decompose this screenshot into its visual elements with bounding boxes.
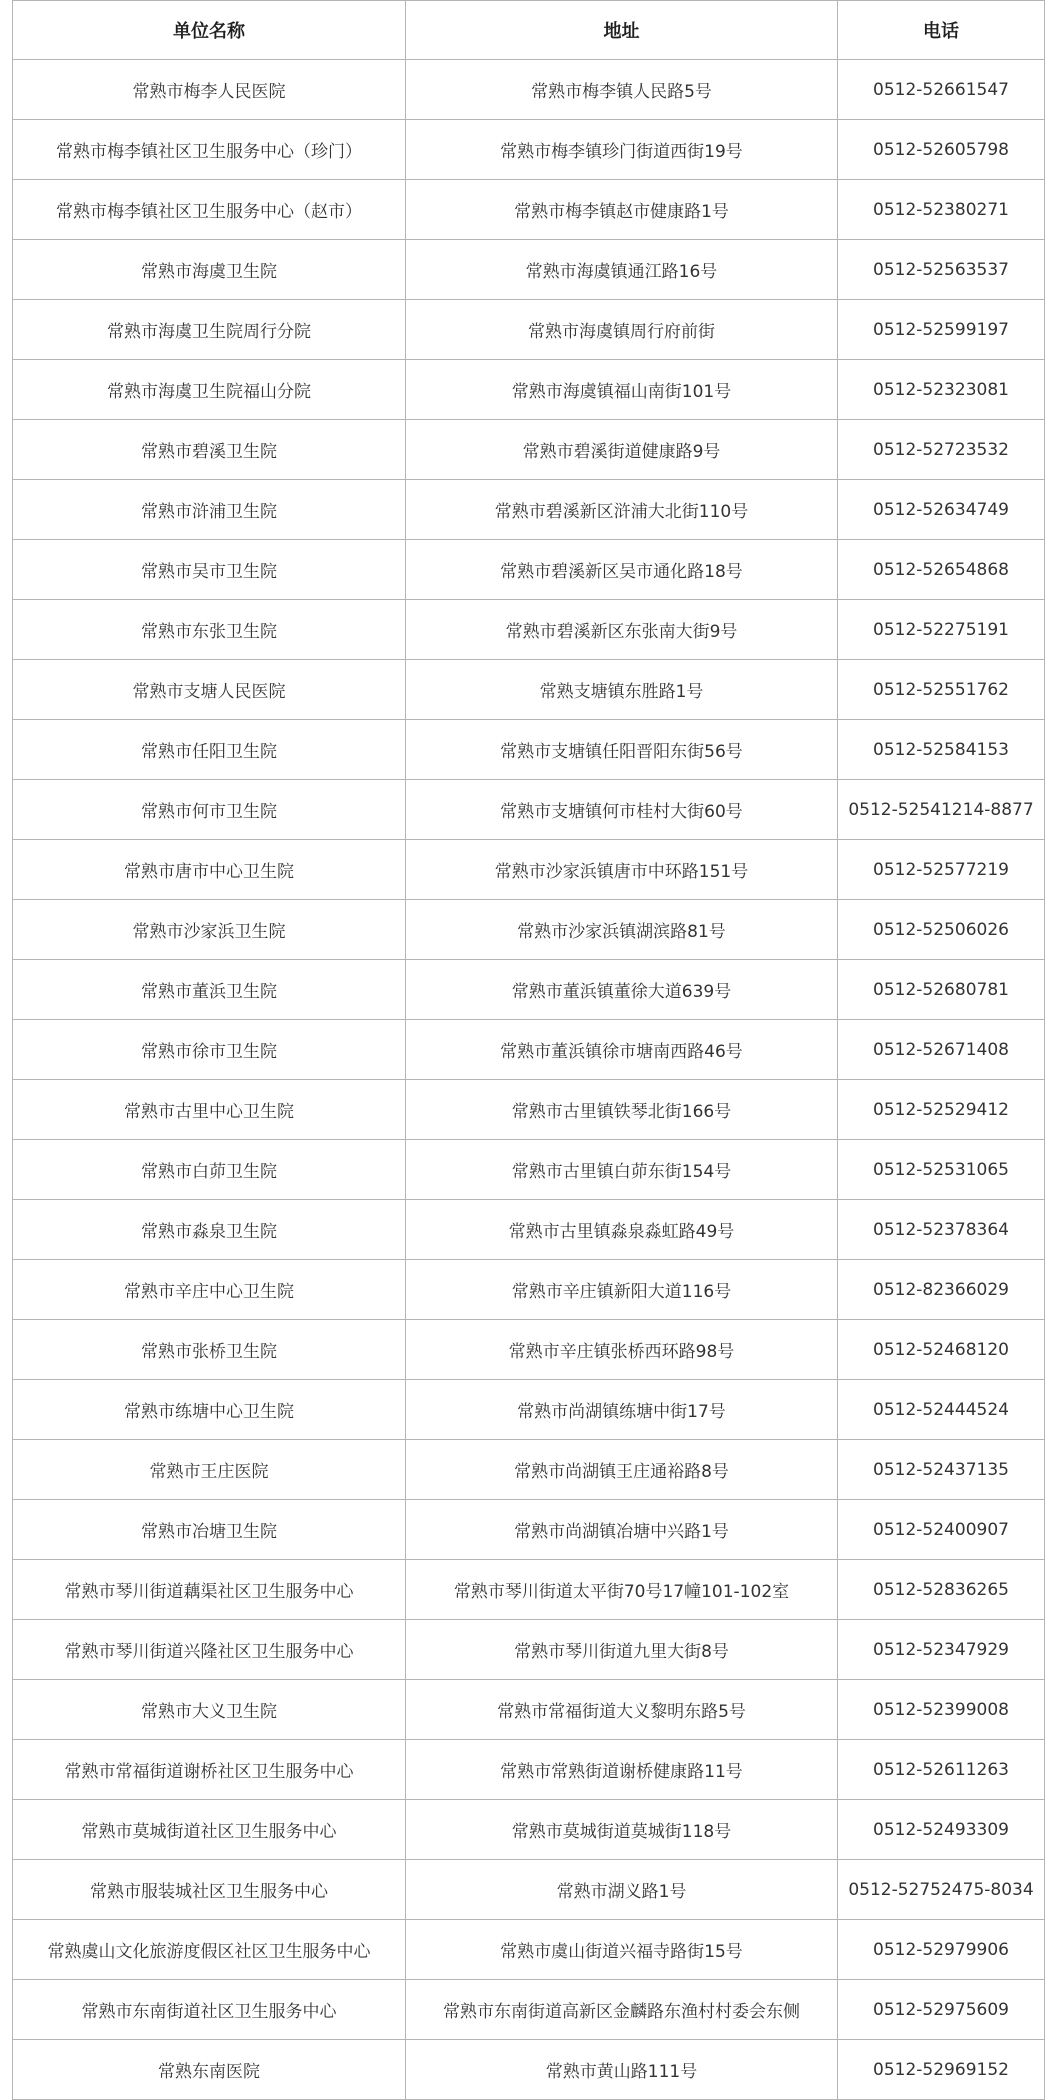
cell-institution-name: 常熟市徐市卫生院 — [13, 1020, 406, 1080]
cell-address: 常熟市海虞镇福山南街101号 — [406, 360, 838, 420]
cell-phone: 0512-52378364 — [838, 1200, 1045, 1260]
table-row — [13, 420, 1045, 480]
column-header-name: 单位名称 — [13, 1, 406, 60]
cell-address: 常熟市湖义路1号 — [406, 1860, 838, 1920]
table-header — [13, 1, 1045, 60]
cell-phone: 0512-52634749 — [838, 480, 1045, 540]
cell-institution-name: 常熟市任阳卫生院 — [13, 720, 406, 780]
cell-institution-name: 常熟东南医院 — [13, 2040, 406, 2100]
cell-address: 常熟市常熟街道谢桥健康路11号 — [406, 1740, 838, 1800]
cell-phone: 0512-52605798 — [838, 120, 1045, 180]
cell-phone: 0512-52584153 — [838, 720, 1045, 780]
cell-address: 常熟市碧溪新区吴市通化路18号 — [406, 540, 838, 600]
cell-phone: 0512-52347929 — [838, 1620, 1045, 1680]
cell-address: 常熟市碧溪新区浒浦大北街110号 — [406, 480, 838, 540]
cell-phone: 0512-52671408 — [838, 1020, 1045, 1080]
cell-phone: 0512-52611263 — [838, 1740, 1045, 1800]
cell-address: 常熟市沙家浜镇湖滨路81号 — [406, 900, 838, 960]
table-row — [13, 1740, 1045, 1800]
table-row — [13, 1320, 1045, 1380]
cell-phone: 0512-52599197 — [838, 300, 1045, 360]
table-row — [13, 480, 1045, 540]
cell-address: 常熟市支塘镇何市桂村大街60号 — [406, 780, 838, 840]
cell-institution-name: 常熟市梅李人民医院 — [13, 60, 406, 120]
table-row — [13, 720, 1045, 780]
cell-address: 常熟市莫城街道莫城街118号 — [406, 1800, 838, 1860]
cell-phone: 0512-52836265 — [838, 1560, 1045, 1620]
table-row — [13, 60, 1045, 120]
cell-phone: 0512-52654868 — [838, 540, 1045, 600]
table-row — [13, 1620, 1045, 1680]
cell-address: 常熟市海虞镇通江路16号 — [406, 240, 838, 300]
cell-address: 常熟市琴川街道九里大街8号 — [406, 1620, 838, 1680]
cell-institution-name: 常熟市碧溪卫生院 — [13, 420, 406, 480]
cell-address: 常熟市董浜镇董徐大道639号 — [406, 960, 838, 1020]
column-header-address: 地址 — [406, 1, 838, 60]
cell-address: 常熟市支塘镇任阳晋阳东街56号 — [406, 720, 838, 780]
cell-phone: 0512-52979906 — [838, 1920, 1045, 1980]
cell-institution-name: 常熟市东张卫生院 — [13, 600, 406, 660]
cell-address: 常熟市梅李镇赵市健康路1号 — [406, 180, 838, 240]
table-row — [13, 1200, 1045, 1260]
cell-address: 常熟市海虞镇周行府前街 — [406, 300, 838, 360]
cell-address: 常熟市尚湖镇冶塘中兴路1号 — [406, 1500, 838, 1560]
cell-phone: 0512-52437135 — [838, 1440, 1045, 1500]
table-row — [13, 1260, 1045, 1320]
table-row — [13, 1020, 1045, 1080]
cell-address: 常熟市尚湖镇练塘中街17号 — [406, 1380, 838, 1440]
cell-phone: 0512-52400907 — [838, 1500, 1045, 1560]
table-row — [13, 1080, 1045, 1140]
cell-institution-name: 常熟虞山文化旅游度假区社区卫生服务中心 — [13, 1920, 406, 1980]
cell-institution-name: 常熟市莫城街道社区卫生服务中心 — [13, 1800, 406, 1860]
cell-institution-name: 常熟市梅李镇社区卫生服务中心（珍门） — [13, 120, 406, 180]
cell-institution-name: 常熟市练塘中心卫生院 — [13, 1380, 406, 1440]
table-row — [13, 1380, 1045, 1440]
cell-address: 常熟市梅李镇人民路5号 — [406, 60, 838, 120]
cell-address: 常熟市虞山街道兴福寺路街15号 — [406, 1920, 838, 1980]
table-row — [13, 600, 1045, 660]
cell-institution-name: 常熟市常福街道谢桥社区卫生服务中心 — [13, 1740, 406, 1800]
cell-institution-name: 常熟市支塘人民医院 — [13, 660, 406, 720]
cell-phone: 0512-52551762 — [838, 660, 1045, 720]
table-row — [13, 300, 1045, 360]
cell-phone: 0512-52723532 — [838, 420, 1045, 480]
cell-institution-name: 常熟市琴川街道藕渠社区卫生服务中心 — [13, 1560, 406, 1620]
table-row — [13, 120, 1045, 180]
cell-phone: 0512-52541214-8877 — [838, 780, 1045, 840]
table-row — [13, 1440, 1045, 1500]
cell-address: 常熟市辛庄镇新阳大道116号 — [406, 1260, 838, 1320]
cell-institution-name: 常熟市大义卫生院 — [13, 1680, 406, 1740]
cell-institution-name: 常熟市淼泉卫生院 — [13, 1200, 406, 1260]
cell-phone: 0512-52969152 — [838, 2040, 1045, 2100]
cell-phone: 0512-52975609 — [838, 1980, 1045, 2040]
cell-phone: 0512-52563537 — [838, 240, 1045, 300]
table-body — [13, 60, 1045, 2100]
table-row — [13, 1560, 1045, 1620]
cell-phone: 0512-52752475-8034 — [838, 1860, 1045, 1920]
cell-institution-name: 常熟市浒浦卫生院 — [13, 480, 406, 540]
table-row — [13, 660, 1045, 720]
cell-address: 常熟市常福街道大义黎明东路5号 — [406, 1680, 838, 1740]
cell-phone: 0512-52506026 — [838, 900, 1045, 960]
cell-institution-name: 常熟市何市卫生院 — [13, 780, 406, 840]
table-row — [13, 960, 1045, 1020]
table-row — [13, 360, 1045, 420]
cell-institution-name: 常熟市白茆卫生院 — [13, 1140, 406, 1200]
institution-directory-table — [12, 0, 1045, 2100]
cell-address: 常熟市辛庄镇张桥西环路98号 — [406, 1320, 838, 1380]
table-row — [13, 840, 1045, 900]
table-row — [13, 1860, 1045, 1920]
table-row — [13, 180, 1045, 240]
cell-institution-name: 常熟市服装城社区卫生服务中心 — [13, 1860, 406, 1920]
cell-phone: 0512-82366029 — [838, 1260, 1045, 1320]
header-row — [13, 1, 1045, 60]
cell-address: 常熟支塘镇东胜路1号 — [406, 660, 838, 720]
cell-address: 常熟市古里镇铁琴北街166号 — [406, 1080, 838, 1140]
table-row — [13, 900, 1045, 960]
cell-address: 常熟市尚湖镇王庄通裕路8号 — [406, 1440, 838, 1500]
cell-institution-name: 常熟市董浜卫生院 — [13, 960, 406, 1020]
table-row — [13, 1500, 1045, 1560]
cell-address: 常熟市东南街道高新区金麟路东渔村村委会东侧 — [406, 1980, 838, 2040]
cell-phone: 0512-52531065 — [838, 1140, 1045, 1200]
cell-institution-name: 常熟市古里中心卫生院 — [13, 1080, 406, 1140]
cell-address: 常熟市黄山路111号 — [406, 2040, 838, 2100]
cell-phone: 0512-52577219 — [838, 840, 1045, 900]
cell-address: 常熟市琴川街道太平街70号17幢101-102室 — [406, 1560, 838, 1620]
cell-phone: 0512-52661547 — [838, 60, 1045, 120]
cell-institution-name: 常熟市琴川街道兴隆社区卫生服务中心 — [13, 1620, 406, 1680]
cell-address: 常熟市梅李镇珍门街道西街19号 — [406, 120, 838, 180]
cell-address: 常熟市古里镇白茆东街154号 — [406, 1140, 838, 1200]
cell-phone: 0512-52529412 — [838, 1080, 1045, 1140]
cell-phone: 0512-52380271 — [838, 180, 1045, 240]
table-row — [13, 1920, 1045, 1980]
cell-address: 常熟市董浜镇徐市塘南西路46号 — [406, 1020, 838, 1080]
cell-institution-name: 常熟市海虞卫生院周行分院 — [13, 300, 406, 360]
cell-phone: 0512-52323081 — [838, 360, 1045, 420]
table-row — [13, 1140, 1045, 1200]
cell-address: 常熟市沙家浜镇唐市中环路151号 — [406, 840, 838, 900]
cell-institution-name: 常熟市冶塘卫生院 — [13, 1500, 406, 1560]
cell-institution-name: 常熟市海虞卫生院 — [13, 240, 406, 300]
table-row — [13, 1800, 1045, 1860]
cell-address: 常熟市古里镇淼泉淼虹路49号 — [406, 1200, 838, 1260]
cell-phone: 0512-52493309 — [838, 1800, 1045, 1860]
cell-address: 常熟市碧溪新区东张南大街9号 — [406, 600, 838, 660]
table-row — [13, 1980, 1045, 2040]
cell-institution-name: 常熟市辛庄中心卫生院 — [13, 1260, 406, 1320]
table-row — [13, 780, 1045, 840]
table-row — [13, 1680, 1045, 1740]
cell-institution-name: 常熟市王庄医院 — [13, 1440, 406, 1500]
cell-institution-name: 常熟市张桥卫生院 — [13, 1320, 406, 1380]
cell-institution-name: 常熟市海虞卫生院福山分院 — [13, 360, 406, 420]
cell-institution-name: 常熟市梅李镇社区卫生服务中心（赵市） — [13, 180, 406, 240]
cell-institution-name: 常熟市唐市中心卫生院 — [13, 840, 406, 900]
cell-phone: 0512-52399008 — [838, 1680, 1045, 1740]
cell-institution-name: 常熟市沙家浜卫生院 — [13, 900, 406, 960]
cell-phone: 0512-52680781 — [838, 960, 1045, 1020]
column-header-phone: 电话 — [838, 1, 1045, 60]
cell-institution-name: 常熟市东南街道社区卫生服务中心 — [13, 1980, 406, 2040]
cell-phone: 0512-52468120 — [838, 1320, 1045, 1380]
cell-institution-name: 常熟市吴市卫生院 — [13, 540, 406, 600]
cell-address: 常熟市碧溪街道健康路9号 — [406, 420, 838, 480]
table-row — [13, 240, 1045, 300]
table-row — [13, 540, 1045, 600]
table-row — [13, 2040, 1045, 2100]
cell-phone: 0512-52444524 — [838, 1380, 1045, 1440]
cell-phone: 0512-52275191 — [838, 600, 1045, 660]
